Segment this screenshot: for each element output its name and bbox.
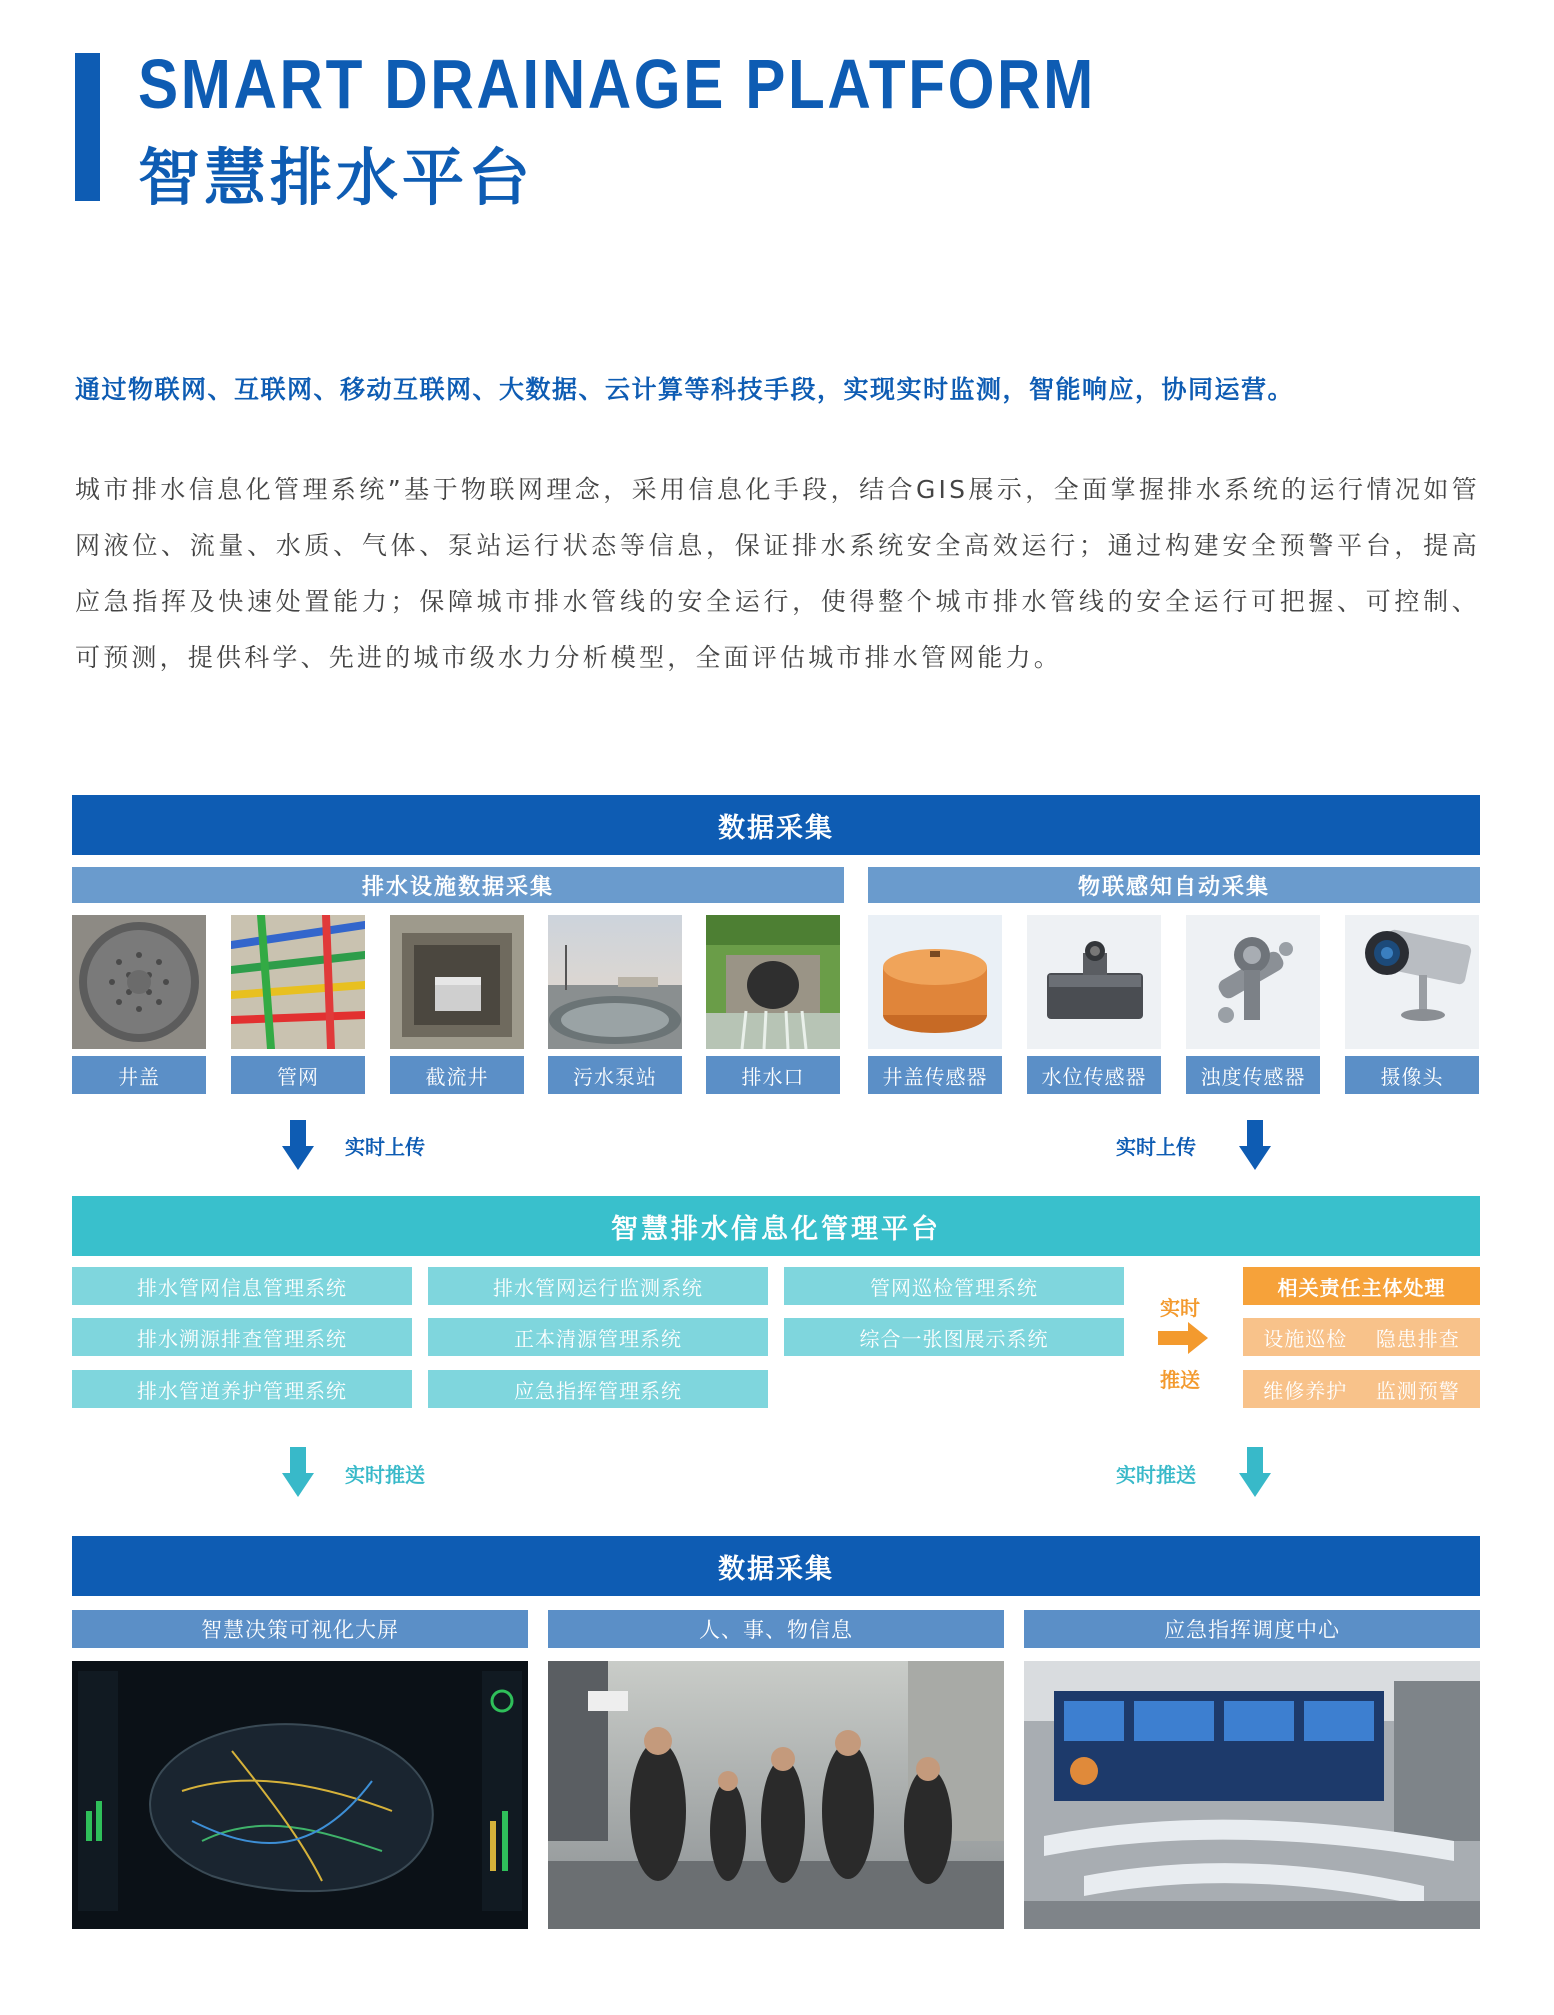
manhole-sensor-photo [868,915,1002,1049]
intro-lead: 通过物联网、互联网、移动互联网、大数据、云计算等科技手段，实现实时监测，智能响应，协同运营。 [75,375,1295,404]
section-data-output: 数据采集 [72,1536,1480,1596]
label-turbidity-sensor: 浊度传感器 [1186,1056,1320,1094]
upload-label-left: 实时上传 [345,1135,425,1159]
section-data-collection: 数据采集 [72,795,1480,855]
arrow-down-icon [282,1447,314,1497]
arrow-down-icon [1239,1447,1271,1497]
label-outfall: 排水口 [706,1056,840,1094]
system-one-map: 综合一张图展示系统 [784,1318,1124,1356]
task-repair-maintenance: 维修养护 [1263,1378,1348,1403]
section-management-platform: 智慧排水信息化管理平台 [72,1196,1480,1256]
interception-well-photo [390,915,524,1049]
title-chinese: 智慧排水平台 [138,141,535,214]
arrow-right-icon [1158,1322,1208,1354]
subsection-facility-collection: 排水设施数据采集 [72,867,844,903]
system-tracing: 排水溯源排查管理系统 [72,1318,412,1356]
sewage-pump-station-photo [548,915,682,1049]
panel-title-command-center: 应急指挥调度中心 [1024,1610,1480,1648]
system-inspection: 管网巡检管理系统 [784,1267,1124,1305]
pipe-network-photo [231,915,365,1049]
command-center-image [1024,1661,1480,1929]
task-monitoring-warning: 监测预警 [1375,1378,1460,1403]
responsible-tasks-row-1 [1243,1318,1480,1356]
system-pipe-info: 排水管网信息管理系统 [72,1267,412,1305]
system-emergency-command: 应急指挥管理系统 [428,1370,768,1408]
label-manhole-sensor: 井盖传感器 [868,1056,1002,1094]
dashboard-screen-image [72,1661,528,1929]
task-facility-inspection: 设施巡检 [1263,1326,1348,1351]
responsible-party-heading: 相关责任主体处理 [1243,1267,1480,1305]
responsible-tasks-row-2 [1243,1370,1480,1408]
push-label-left: 实时推送 [345,1463,425,1487]
label-sewage-pump-station: 污水泵站 [548,1056,682,1094]
arrow-down-icon [282,1120,314,1170]
label-manhole-cover: 井盖 [72,1056,206,1094]
label-water-level-sensor: 水位传感器 [1027,1056,1161,1094]
manhole-cover-photo [72,915,206,1049]
panel-title-decision-screen: 智慧决策可视化大屏 [72,1610,528,1648]
push-label-right: 实时推送 [1116,1463,1196,1487]
title-english: SMART DRAINAGE PLATFORM [138,45,1096,123]
arrow-down-icon [1239,1120,1271,1170]
push-label-top: 实时 [1160,1296,1200,1320]
water-level-sensor-photo [1027,915,1161,1049]
label-camera: 摄像头 [1345,1056,1479,1094]
title-accent-bar [75,53,100,201]
label-interception-well: 截流井 [390,1056,524,1094]
street-crowd-image [548,1661,1004,1929]
turbidity-sensor-photo [1186,915,1320,1049]
upload-label-right: 实时上传 [1116,1135,1196,1159]
panel-title-people-events: 人、事、物信息 [548,1610,1004,1648]
label-pipe-network: 管网 [231,1056,365,1094]
task-hazard-check: 隐患排查 [1375,1326,1460,1351]
subsection-iot-collection: 物联感知自动采集 [868,867,1480,903]
camera-photo [1345,915,1479,1049]
outfall-photo [706,915,840,1049]
system-source-cleanup: 正本清源管理系统 [428,1318,768,1356]
intro-body: 城市排水信息化管理系统”基于物联网理念，采用信息化手段，结合GIS展示，全面掌握排水系统的运行情况如管网液位、流量、水质、气体、泵站运行状态等信息，保证排水系统安全高效运行；通过构建安全预警平台，提高应急指挥及快速处置能力；保障城市排水管线的安全运行，使得整个城市排水管线的安全运行可把握、可控制、可预测，提供科学、先进的城市级水力分析模型，全面评估城市排水管网能力。 [75,475,1480,672]
push-label-bottom: 推送 [1160,1368,1200,1392]
system-operation-monitoring: 排水管网运行监测系统 [428,1267,768,1305]
system-maintenance: 排水管道养护管理系统 [72,1370,412,1408]
